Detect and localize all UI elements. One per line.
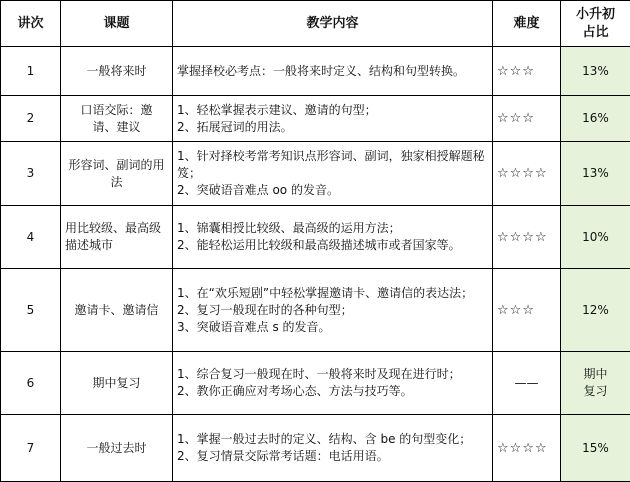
lesson-content xyxy=(173,269,493,352)
lesson-topic: 一般将来时 xyxy=(61,47,173,96)
content-line: 1、锦囊相授比较级、最高级的运用方法； xyxy=(177,220,488,237)
header-content: 教学内容 xyxy=(173,1,493,47)
difficulty-stars: ☆☆☆ xyxy=(493,47,561,96)
lesson-number: 6 xyxy=(1,352,61,415)
ratio-line: 13% xyxy=(565,63,626,80)
exam-ratio xyxy=(561,142,630,206)
table-row xyxy=(1,47,630,96)
exam-ratio xyxy=(561,415,630,482)
difficulty-stars: ☆☆☆ xyxy=(493,269,561,352)
difficulty-stars: ☆☆☆☆ xyxy=(493,206,561,269)
exam-ratio xyxy=(561,269,630,352)
exam-ratio xyxy=(561,47,630,96)
table-row xyxy=(1,206,630,269)
header-difficulty: 难度 xyxy=(493,1,561,47)
lesson-topic xyxy=(61,96,173,142)
exam-ratio xyxy=(561,206,630,269)
difficulty-stars: —— xyxy=(493,352,561,415)
content-line: 1、掌握一般过去时的定义、结构、含 be 的句型变化； xyxy=(177,431,488,448)
lesson-number: 7 xyxy=(1,415,61,482)
content-line: 2、复习一般现在时的各种句型； xyxy=(177,302,488,319)
lesson-number: 4 xyxy=(1,206,61,269)
lesson-content xyxy=(173,96,493,142)
content-line: 3、突破语音难点 s 的发音。 xyxy=(177,319,488,336)
content-line: 2、能轻松运用比较级和最高级描述城市或者国家等。 xyxy=(177,237,488,254)
lesson-number: 1 xyxy=(1,47,61,96)
lesson-topic: 邀请卡、邀请信 xyxy=(61,269,173,352)
exam-ratio xyxy=(561,96,630,142)
lesson-content xyxy=(173,47,493,96)
table-row xyxy=(1,96,630,142)
lesson-topic xyxy=(61,142,173,206)
content-line: 1、针对择校考常考知识点形容词、副词，独家相授解题秘笈； xyxy=(177,148,488,182)
header-lesson: 讲次 xyxy=(1,1,61,47)
ratio-line: 15% xyxy=(565,440,626,457)
content-line: 2、复习情景交际常考话题：电话用语。 xyxy=(177,448,488,465)
difficulty-stars: ☆☆☆ xyxy=(493,96,561,142)
header-ratio-line2: 占比 xyxy=(565,24,626,42)
lesson-content xyxy=(173,142,493,206)
ratio-line: 10% xyxy=(565,229,626,246)
ratio-line: 16% xyxy=(565,110,626,127)
exam-ratio xyxy=(561,352,630,415)
header-ratio xyxy=(561,1,630,47)
lesson-topic: 期中复习 xyxy=(61,352,173,415)
lesson-topic-text: 口语交际：邀请、建议 xyxy=(65,102,168,136)
table-row xyxy=(1,269,630,352)
content-line: 2、教你正确应对考场心态、方法与技巧等。 xyxy=(177,383,488,400)
lesson-number: 5 xyxy=(1,269,61,352)
lesson-content xyxy=(173,415,493,482)
lesson-number: 3 xyxy=(1,142,61,206)
header-topic: 课题 xyxy=(61,1,173,47)
content-line: 掌握择校必考点：一般将来时定义、结构和句型转换。 xyxy=(177,63,488,80)
content-line: 1、轻松掌握表示建议、邀请的句型； xyxy=(177,102,488,119)
header-row xyxy=(1,1,630,47)
ratio-line: 复习 xyxy=(565,383,626,400)
header-ratio-line1: 小升初 xyxy=(565,6,626,24)
lesson-content xyxy=(173,352,493,415)
ratio-line: 13% xyxy=(565,165,626,182)
table-row xyxy=(1,352,630,415)
ratio-line: 12% xyxy=(565,302,626,319)
lesson-topic: 一般过去时 xyxy=(61,415,173,482)
content-line: 2、拓展冠词的用法。 xyxy=(177,119,488,136)
lesson-topic: 用比较级、最高级描述城市 xyxy=(61,206,173,269)
lesson-topic-text: 形容词、副词的用法 xyxy=(65,157,168,191)
content-line: 2、突破语音难点 oo 的发音。 xyxy=(177,182,488,199)
content-line: 1、在“欢乐短剧”中轻松掌握邀请卡、邀请信的表达法； xyxy=(177,285,488,302)
ratio-line: 期中 xyxy=(565,366,626,383)
content-line: 1、综合复习一般现在时、一般将来时及现在进行时； xyxy=(177,366,488,383)
lesson-number: 2 xyxy=(1,96,61,142)
lesson-content xyxy=(173,206,493,269)
table-row xyxy=(1,415,630,482)
difficulty-stars: ☆☆☆☆ xyxy=(493,142,561,206)
difficulty-stars: ☆☆☆☆ xyxy=(493,415,561,482)
table-row xyxy=(1,142,630,206)
